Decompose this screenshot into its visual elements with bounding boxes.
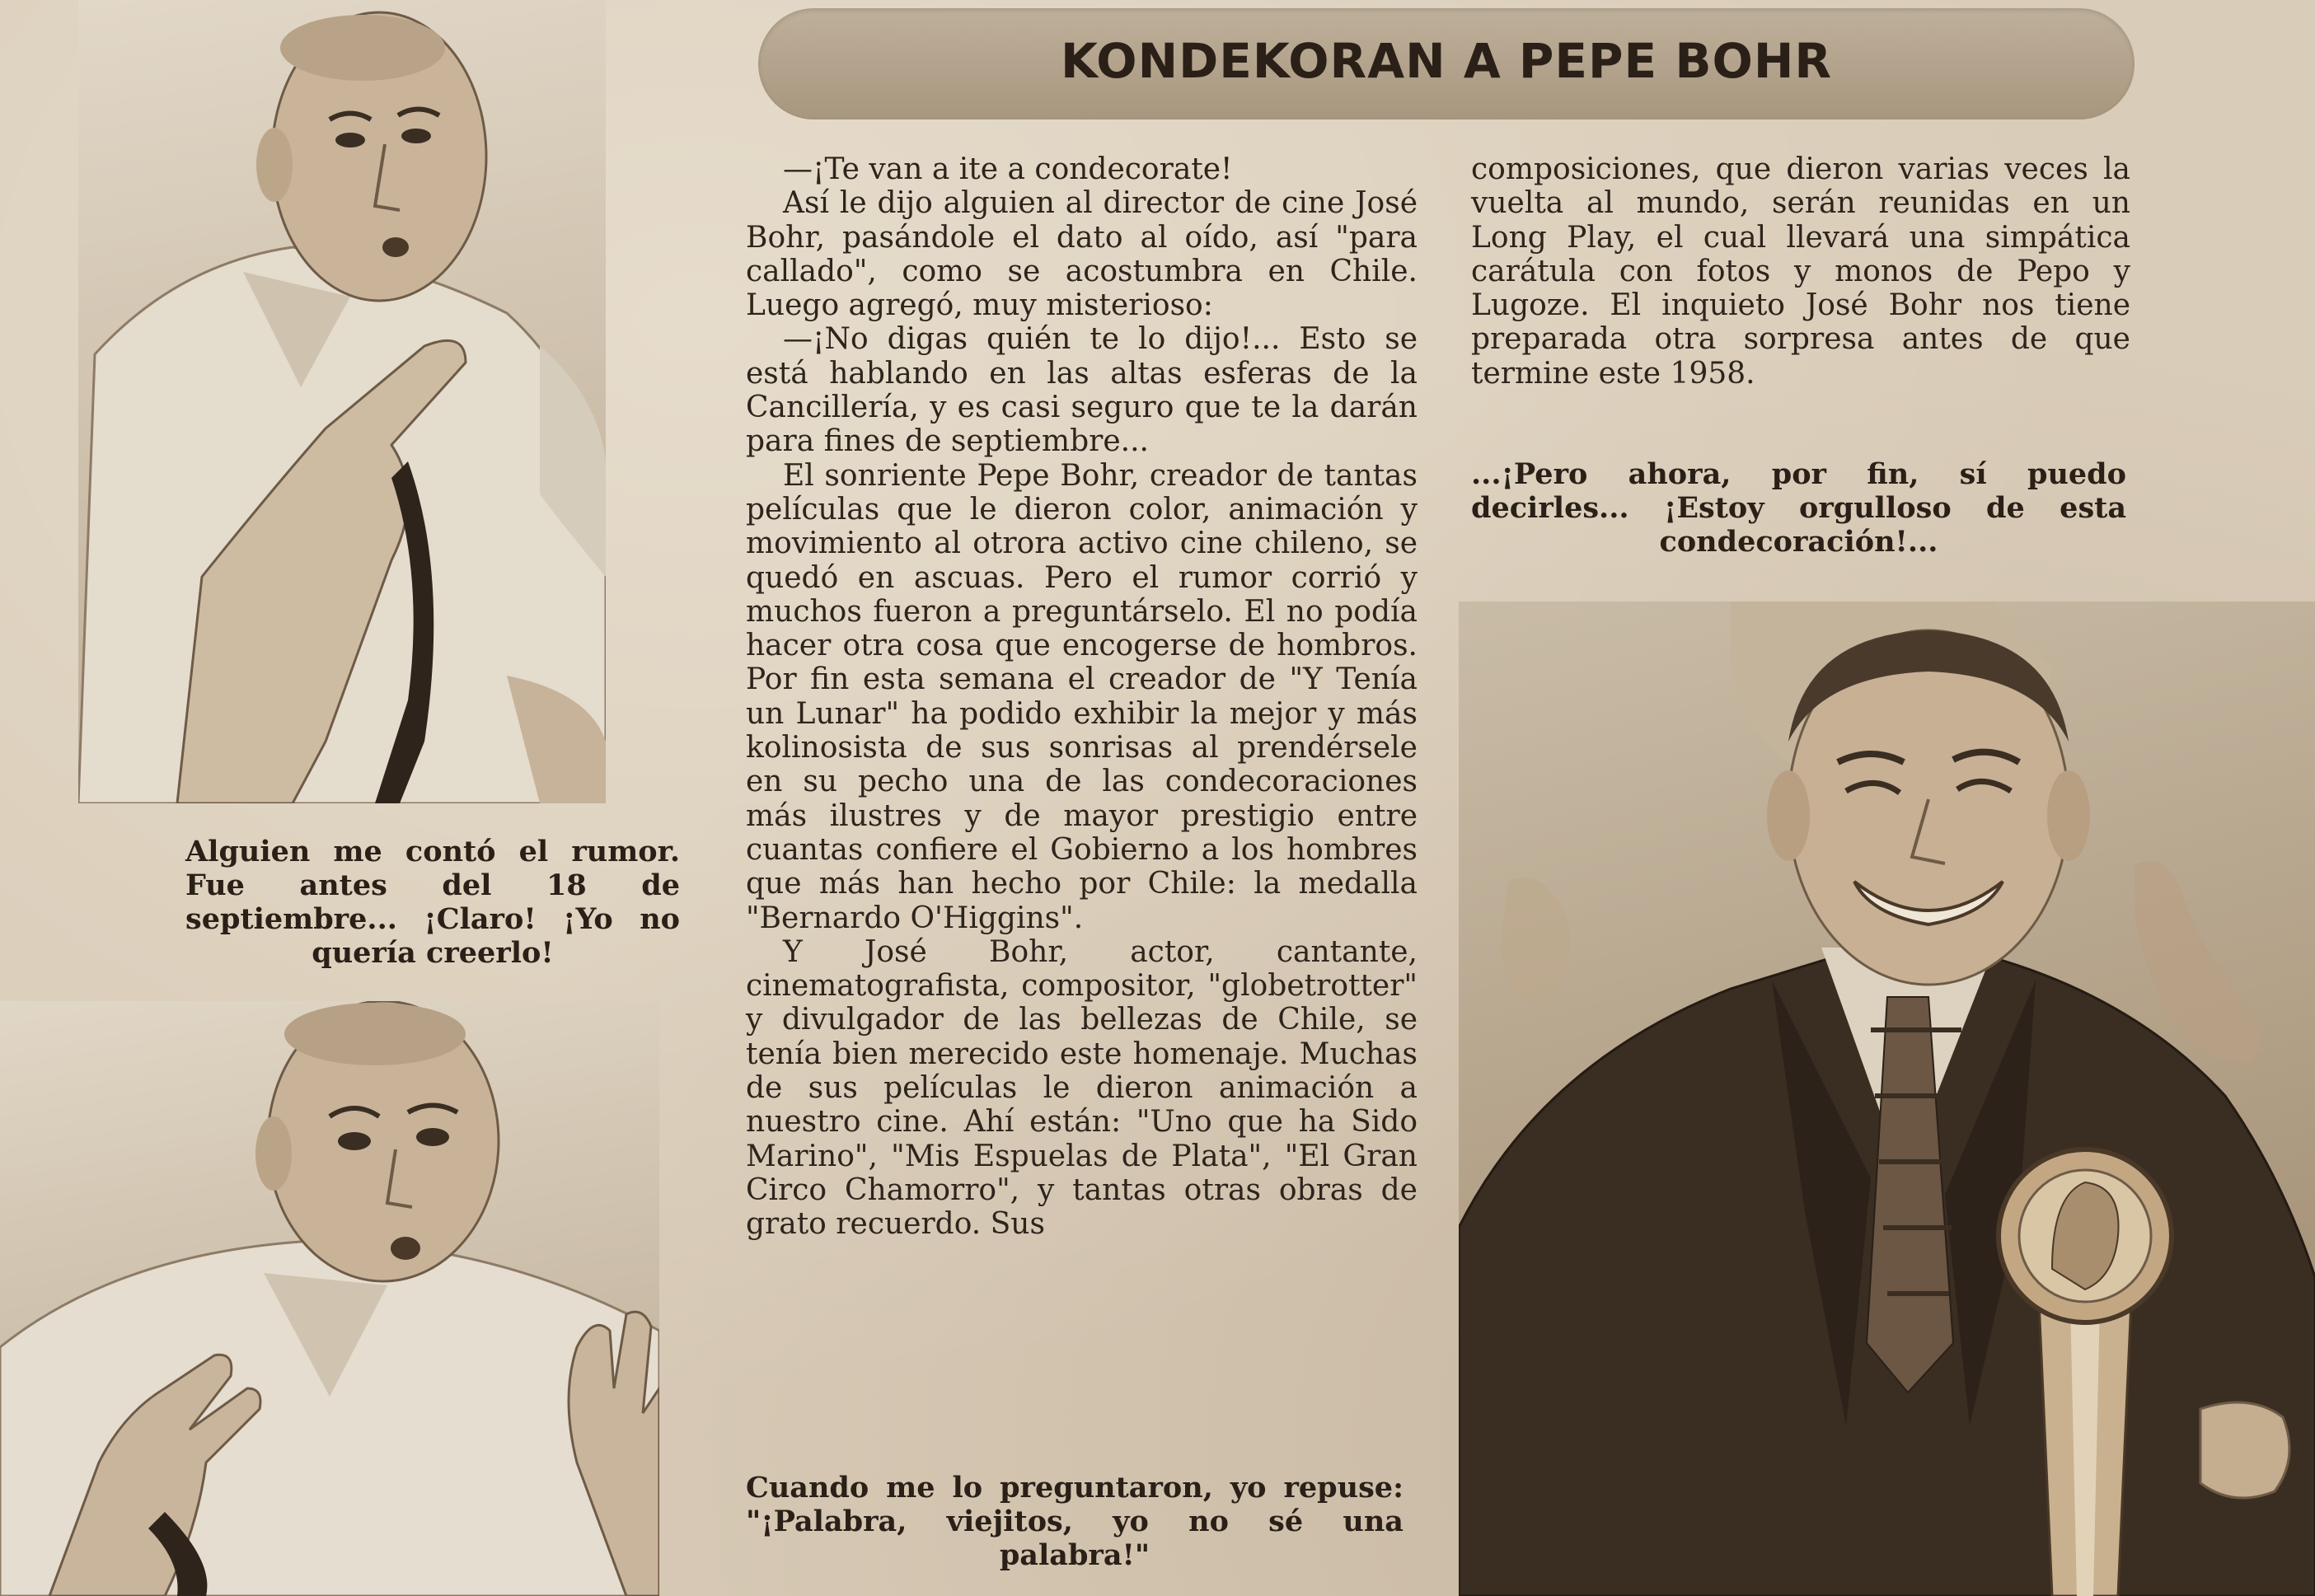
article-column-middle — [746, 152, 1418, 1242]
photo-man-with-medal-drawing — [1459, 601, 2315, 1596]
headline: KONDEKORAN A PEPE BOHR — [1060, 33, 1833, 89]
caption-photo-top: Alguien me contó el rumor. Fue antes del 18 de septiembre... ¡Claro! ¡Yo no quería creerlo! — [185, 835, 680, 970]
photo-man-hands-raised-drawing — [0, 1001, 659, 1596]
caption-photo-right: ...¡Pero ahora, por fin, sí puedo decirles... ¡Estoy orgulloso de esta condecoración!... — [1471, 457, 2126, 559]
photo-man-pointing — [78, 0, 606, 803]
article-paragraph: Y José Bohr, actor, cantante, cinematografista, compositor, "globetrotter" y divulgador de las bellezas de Chile, se tenía bien merecido este homenaje. Muchas de sus películas le dieron animación a nuestro cine. Ahí están: "Uno que ha Sido Marino", "Mis Espuelas de Plata", "El Gran Circo Chamorro", y tantas otras obras de grato recuerdo. Sus — [746, 934, 1418, 1242]
photo-man-with-medal — [1459, 601, 2315, 1596]
photo-man-hands-raised — [0, 1001, 659, 1596]
headline-banner — [758, 8, 2135, 119]
article-column-right — [1471, 152, 2130, 391]
article-paragraph: composiciones, que dieron varias veces la vuelta al mundo, serán reunidas en un Long Play, el cual llevará una simpática carátula con fotos y monos de Pepo y Lugoze. El inquieto José Bohr nos tiene preparada otra sorpresa antes de que termine este 1958. — [1471, 152, 2130, 391]
photo-man-pointing-drawing — [78, 0, 606, 803]
article-paragraph: Así le dijo alguien al director de cine José Bohr, pasándole el dato al oído, así "para callado", como se acostumbra en Chile. Luego agregó, muy misterioso: — [746, 186, 1418, 323]
article-paragraph: El sonriente Pepe Bohr, creador de tantas películas que le dieron color, animación y movimiento al otrora activo cine chileno, se quedó en ascuas. Pero el rumor corrió y muchos fueron a preguntárselo. El no podía hacer otra cosa que encogerse de hombros. Por fin esta semana el creador de "Y Tenía un Lunar" ha podido exhibir la mejor y más kolinosista de sus sonrisas al prendérsele en su pecho una de las condecoraciones más ilustres y de mayor prestigio entre cuantas confiere el Gobierno a los hombres que más han hecho por Chile: la medalla "Bernardo O'Higgins". — [746, 458, 1418, 935]
caption-photo-bottom: Cuando me lo preguntaron, yo repuse: "¡Palabra, viejitos, yo no sé una palabra!" — [746, 1471, 1404, 1572]
article-paragraph: —¡Te van a ite a condecorate! — [783, 152, 1233, 186]
article-paragraph: —¡No digas quién te lo dijo!... Esto se está hablando en las altas esferas de la Cancillería, y es casi seguro que te la darán para fines de septiembre... — [746, 322, 1418, 459]
